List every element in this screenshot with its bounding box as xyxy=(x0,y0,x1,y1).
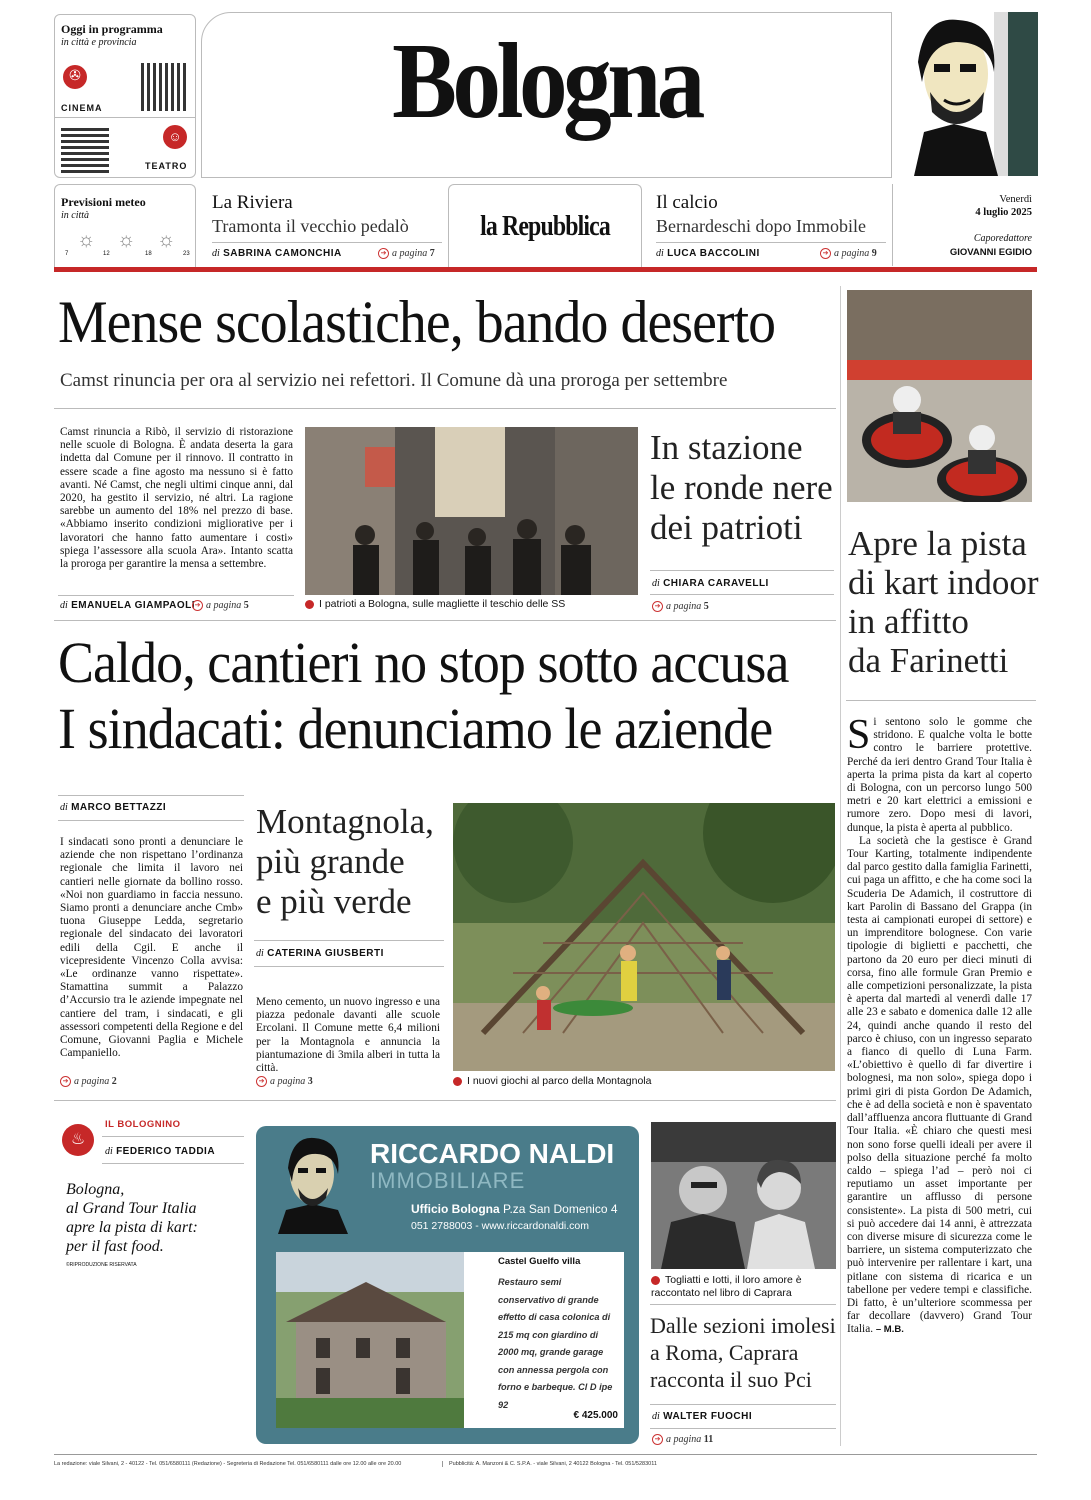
weather-hour: 23 xyxy=(183,251,190,257)
ad-portrait-icon xyxy=(272,1132,354,1234)
programma-subtitle: in città e provincia xyxy=(61,37,137,48)
weather-box xyxy=(54,184,196,267)
teaser-calcio[interactable] xyxy=(644,184,890,266)
pci-caption: Togliatti e Iotti, il loro amore è raccontato nel libro di Caprara xyxy=(651,1274,802,1299)
sun-icon: ☼ xyxy=(157,229,176,251)
footer-pubblicita: Pubblicità: A. Manzoni & C. S.P.A. - viale Silvani, 2 40122 Bologna - Tel. 051/5283011 xyxy=(442,1461,657,1467)
sun-icon: ☼ xyxy=(117,229,136,251)
programma-title: Oggi in programma xyxy=(61,22,163,36)
bolognino-icon: ♨ xyxy=(62,1124,94,1156)
patrioti-photo xyxy=(305,427,638,595)
ad-price: € 425.000 xyxy=(573,1410,618,1421)
montagnola-page-ref[interactable]: ➔ a pagina 3 xyxy=(256,1076,313,1087)
ad-name: RICCARDO NALDI xyxy=(370,1138,615,1169)
montagnola-photo xyxy=(453,803,835,1071)
teaser-riviera[interactable] xyxy=(202,184,446,266)
teaser-byline: di LUCA BACCOLINI xyxy=(656,248,760,259)
ad-subtitle: IMMOBILIARE xyxy=(370,1168,526,1193)
ad-office: Ufficio Bologna P.za San Domenico 4 xyxy=(411,1202,618,1216)
teaser-headline: Bernardeschi dopo Immobile xyxy=(656,216,866,236)
lead-byline: di EMANUELA GIAMPAOLI xyxy=(60,600,196,611)
weather-subtitle: in città xyxy=(61,210,90,221)
bolognino-text: Bologna, al Grand Tour Italia apre la pista di kart: per il fast food. xyxy=(66,1181,198,1255)
teaser-kicker: La Riviera xyxy=(212,192,293,213)
cinema-label[interactable]: CINEMA xyxy=(61,103,103,113)
bolognino-byline: di FEDERICO TADDIA xyxy=(105,1146,216,1157)
dateline-name: GIOVANNI EGIDIO xyxy=(949,247,1032,258)
teatro-icon[interactable]: ☺ xyxy=(163,125,187,149)
sun-icon: ☼ xyxy=(77,229,96,251)
teaser-kicker: Il calcio xyxy=(656,192,718,213)
weather-hour: 12 xyxy=(103,251,110,257)
teaser-page-ref[interactable]: ➔ a pagina 7 xyxy=(378,248,435,259)
portrait-illustration xyxy=(894,12,1038,176)
dateline-day: Venerdì xyxy=(999,194,1032,205)
pci-byline: di WALTER FUOCHI xyxy=(652,1411,753,1422)
bolognino-label: IL BOLOGNINO xyxy=(105,1119,181,1130)
programma-box xyxy=(54,14,196,178)
lead-headline[interactable]: Mense scolastiche, bando deserto xyxy=(58,289,776,355)
patrioti-caption: I patrioti a Bologna, sulle magliette il teschio delle SS xyxy=(305,598,565,611)
montagnola-byline: di CATERINA GIUSBERTI xyxy=(256,948,384,959)
patrioti-page-ref[interactable]: ➔ a pagina 5 xyxy=(652,601,709,612)
montagnola-body: Meno cemento, un nuovo ingresso e una piazza pedonale davanti alle scuole Ercolani. Il Comune mette 6,4 milioni per la Montagnola e annuncia la piantumazione di 3mila alberi in tutta la città. xyxy=(256,996,440,1075)
ad-listing-card xyxy=(276,1252,624,1428)
kart-photo xyxy=(847,290,1032,502)
caldo-body: I sindacati sono pronti a denunciare le aziende che non rispettano l’ordinanza regionale che limita il lavoro nei cantieri nelle giornate da bollino rosso. «Noi non guardiamo in faccia nessuno. Siamo pronti a denunciare anche Cmb» tuona Giuseppe Ledda, segretario regionale del sindacato dei lavoratori edili della Cgil. E anche il vicepresidente Vincenzo Colla avvisa: «Le ordinanze vanno rispettate». Stamattina summit a Palazzo d’Accursio tra le aziende impegnate nel cantiere del tram, i sindacati, e gli assessori competenti della Regione e del Comune, Giovanni Paglia e Michele Campaniello. xyxy=(60,836,243,1060)
caldo-page-ref[interactable]: ➔ a pagina 2 xyxy=(60,1076,117,1087)
teatro-qr-icon[interactable] xyxy=(61,125,109,173)
dateline xyxy=(892,184,1038,266)
weather-hour: 7 xyxy=(65,251,69,257)
kart-headline[interactable]: Apre la pista di kart indoor in affitto da Farinetti xyxy=(848,524,1039,680)
teaser-page-ref[interactable]: ➔ a pagina 9 xyxy=(820,248,877,259)
bolognino-rights: ©RIPRODUZIONE RISERVATA xyxy=(66,1262,137,1268)
dateline-date: 4 luglio 2025 xyxy=(975,207,1032,218)
pci-headline[interactable]: Dalle sezioni imolesi a Roma, Caprara racconta il suo Pci xyxy=(650,1313,836,1392)
weather-hour: 18 xyxy=(145,251,152,257)
footer-redazione: La redazione: viale Silvani, 2 - 40122 - Tel. 051/6580111 (Redazione) - Segreteria di Redazione Tel. 051/6580111 dalle ore 12.00 alle ore 20.00 xyxy=(54,1461,402,1467)
ad-riccardo-naldi[interactable] xyxy=(256,1126,639,1444)
masthead-box xyxy=(201,12,892,178)
patrioti-headline[interactable]: In stazione le ronde nere dei patrioti xyxy=(650,428,833,547)
lead-body: Camst rinuncia a Ribò, il servizio di ristorazione nelle scuole di Bologna. È andata deserta la gara indetta dal Comune per il rinnovo. Il contratto in essere scade a fine agosto ma nessuno si è fatto avanti. Né Camst, che negli ultimi cinque anni, dal 2020, ha gestito il servizio, né altri. La ragione sarebbe un aumento del 18% nel prezzo di base. «Abbiamo inserito condizioni migliorative per i lavoratori che hanno fatto aumentare i costi» spiega l’assessore alla scuola Ara». Intanto scatta la proroga per garantire la mensa a settembre. xyxy=(60,426,293,571)
caldo-headline[interactable]: Caldo, cantieri no stop sotto accusa I sindacati: denunciamo le aziende xyxy=(58,630,789,761)
repubblica-logo: la Repubblica xyxy=(480,211,610,242)
montagnola-caption: I nuovi giochi al parco della Montagnola xyxy=(453,1075,651,1088)
ad-phone: 051 2788003 - www.riccardonaldi.com xyxy=(411,1220,590,1232)
ad-villa-photo xyxy=(276,1252,464,1428)
lead-subhead: Camst rinuncia per ora al servizio nei refettori. Il Comune dà una proroga per settembre xyxy=(60,370,728,391)
weather-title: Previsioni meteo xyxy=(61,195,146,209)
ad-listing-text: Restauro semi conservativo di grande effetto di casa colonica di 215 mq con giardino di 2000 mq, grande garage con annessa pergola con forno e barbeque. Cl D ipe 92 xyxy=(498,1277,613,1410)
patrioti-byline: di CHIARA CARAVELLI xyxy=(652,578,769,589)
caldo-byline: di MARCO BETTAZZI xyxy=(60,802,167,813)
masthead-city: Bologna xyxy=(392,22,701,141)
teaser-byline: di SABRINA CAMONCHIA xyxy=(212,248,342,259)
pci-page-ref[interactable]: ➔ a pagina 11 xyxy=(652,1434,713,1445)
pci-photo xyxy=(651,1122,836,1269)
teaser-headline: Tramonta il vecchio pedalò xyxy=(212,216,409,236)
montagnola-headline[interactable]: Montagnola, più grande e più verde xyxy=(256,802,434,921)
teatro-label[interactable]: TEATRO xyxy=(145,161,188,171)
kart-dropcap: S xyxy=(847,712,871,758)
ad-listing-title: Castel Guelfo villa xyxy=(498,1256,581,1267)
cinema-qr-icon[interactable] xyxy=(141,63,189,111)
kart-body: Si sentono solo le gomme che stridono. E qualche volta le botte contro le barriere protettive. Perché da ieri dentro Grand Tour Italia è aperta la prima pista da kart al coperto di Bologna, con un percorso lungo 500 metri e 20 kart elettrici a emissioni e rumore zero. Dopo mesi di lavori, dunque, la pista è aperta al pubblico. La società che la gestisce è Grand Tour Karting, totalmente indipendente dal parco gestito dalla famiglia Farinetti, cui paga un affitto, e che ha come soci la Scuderia De Adamich, il costruttore di kart Parolin di Bassano del Grappa (in testa ai campionati europei di settore) e un imprenditore bolognese. Con varie tipologie di biglietti e pacchetti, che partono da 20 euro per dieci minuti di corsa, fino alle formule Gran Premio e alle competizioni personalizzate, la pista è aperta dal martedì al venerdì dalle 17 alle 23 e sabato e domenica dalle 12 alle 24, quindi anche quando il resto del parco è chiuso, con un ingresso separato a fianco di quello di Luna Farm. «L’obiettivo è quello di far divertire i bolognesi, ma non solo», spiega dopo i primi giri di pista Gordon De Adamich, che è ad della società e non è spaventato dall’affluenza ancora fluttuante di Grand Tour Italia. «È chiaro che questi mesi non sono forse quelli ideali per avere il polso della situazione perché fa molto caldo – spiega l’ad – però noi ci reputiamo un asset importante per garantire un afflusso di persone consistente». La pista di 500 metri, cui si può accedere dai 14 anni, è attrezzata con diverse misure di sicurezza come le barriere, un sistema computerizzato che può intervenire per rallentare i kart, una pitlane con sistema di ricarica e un tabellone per vedere tempi e classifiche. Di fatto, è un’ulteriore scommessa per far decollare (davvero) Grand Tour Italia. – M.B. xyxy=(847,712,1032,1336)
cinema-icon[interactable]: ✇ xyxy=(63,65,87,89)
repubblica-logo-box xyxy=(448,184,642,267)
dateline-role: Caporedattore xyxy=(973,233,1032,244)
lead-page-ref[interactable]: ➔ a pagina 5 xyxy=(192,600,249,611)
